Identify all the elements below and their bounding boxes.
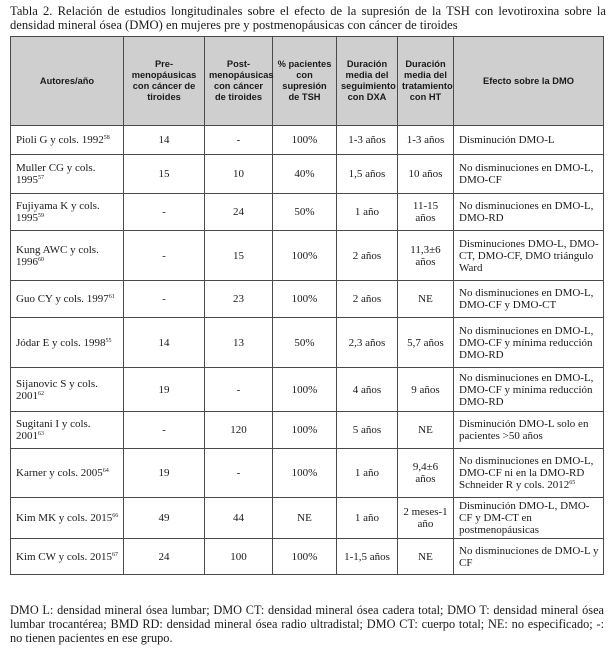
tsh-suppression-cell-text: NE (297, 512, 312, 524)
bmd-effect-cell (454, 281, 604, 318)
bmd-effect-cell (454, 498, 604, 539)
dxa-duration-cell (337, 126, 398, 155)
premenopausal-cell-text: 15 (158, 168, 170, 180)
bmd-effect-cell (454, 539, 604, 575)
bmd-effect-cell-text: No disminuciones en DMO-L, DMO-CF y mínima reducción DMO-RD (459, 324, 594, 361)
tsh-suppression-cell (273, 412, 337, 449)
header-ht-duration: Duración media del tratamiento con HT (398, 37, 454, 126)
author-cell (11, 318, 124, 368)
author-cell (11, 194, 124, 231)
ht-duration-cell-text: 1-3 años (406, 134, 445, 146)
reference-number: 57 (38, 175, 44, 181)
premenopausal-cell-text: - (162, 249, 166, 262)
ht-duration-cell (398, 539, 454, 575)
reference-number: 55 (105, 337, 112, 344)
table-row (11, 498, 604, 539)
dxa-duration-cell-text: 5 años (352, 424, 382, 436)
bmd-effect-cell-text: No disminuciones en DMO-L, DMO-CF y mínima reducción DMO-RD (459, 371, 594, 408)
dxa-duration-cell-text: 1 año (354, 206, 380, 218)
author-cell (11, 368, 124, 412)
ht-duration-cell-text: NE (418, 293, 433, 305)
premenopausal-cell (124, 155, 205, 194)
author-cell-text: Sugitani I y cols. 2001 (16, 418, 91, 442)
tsh-suppression-cell-text: 40% (294, 168, 315, 180)
bmd-effect-cell-text: No disminuciones de DMO-L y CF (459, 544, 599, 569)
bmd-effect-cell (454, 126, 604, 155)
dxa-duration-cell (337, 281, 398, 318)
tsh-suppression-cell-text: 100% (291, 249, 318, 262)
tsh-suppression-cell (273, 231, 337, 281)
tsh-suppression-cell-text: 100% (291, 467, 318, 479)
dxa-duration-cell (337, 194, 398, 231)
dxa-duration-cell (337, 449, 398, 498)
premenopausal-cell (124, 412, 205, 449)
tsh-suppression-cell (273, 126, 337, 155)
ht-duration-cell (398, 281, 454, 318)
ht-duration-cell (398, 231, 454, 281)
premenopausal-cell (124, 281, 205, 318)
ht-duration-cell-text: 11,3±6 años (410, 243, 441, 268)
ht-duration-cell (398, 126, 454, 155)
ht-duration-cell-text: 2 meses-1 año (403, 506, 448, 530)
postmenopausal-cell-text: - (236, 134, 241, 146)
postmenopausal-cell-text: 44 (233, 512, 244, 524)
premenopausal-cell-text: 49 (158, 512, 170, 524)
premenopausal-cell (124, 539, 205, 575)
tsh-suppression-cell-text: 50% (294, 206, 315, 218)
reference-number: 59 (38, 213, 44, 219)
ht-duration-cell (398, 412, 454, 449)
reference-number: 64 (102, 468, 109, 474)
header-row (11, 37, 604, 126)
author-cell (11, 449, 124, 498)
reference-number: 62 (38, 390, 44, 397)
author-cell-text: Sijanovic S y cols. 2001 (16, 377, 98, 402)
reference-number: 65 (569, 480, 576, 486)
table-row (11, 539, 604, 575)
postmenopausal-cell-text: 23 (233, 293, 244, 305)
bmd-effect-cell-text: Disminución DMO-L (459, 134, 555, 146)
bmd-effect-cell (454, 155, 604, 194)
postmenopausal-cell (205, 412, 273, 449)
bmd-effect-cell (454, 318, 604, 368)
author-cell (11, 281, 124, 318)
author-cell (11, 412, 124, 449)
dxa-duration-cell-text: 2,3 años (348, 336, 386, 349)
tsh-suppression-cell (273, 449, 337, 498)
dxa-duration-cell (337, 498, 398, 539)
ht-duration-cell-text: 9 años (411, 383, 440, 396)
tsh-suppression-cell (273, 539, 337, 575)
table-row (11, 281, 604, 318)
table-row (11, 412, 604, 449)
table-row (11, 231, 604, 281)
postmenopausal-cell-text: 13 (233, 336, 244, 349)
postmenopausal-cell (205, 281, 273, 318)
premenopausal-cell-text: 14 (158, 134, 170, 146)
bmd-effect-cell-text: No disminuciones en DMO-L, DMO-RD (459, 200, 594, 224)
ht-duration-cell (398, 498, 454, 539)
postmenopausal-cell (205, 231, 273, 281)
tsh-suppression-cell (273, 155, 337, 194)
dxa-duration-cell-text: 1-1,5 años (344, 550, 390, 563)
dxa-duration-cell-text: 1 año (354, 512, 380, 524)
bmd-effect-cell-text: No disminuciones en DMO-L, DMO-CF y DMO-CT (459, 287, 594, 311)
postmenopausal-cell (205, 539, 273, 575)
postmenopausal-cell (205, 155, 273, 194)
reference-number: 58 (103, 135, 110, 141)
dxa-duration-cell-text: 4 años (352, 383, 382, 396)
dxa-duration-cell-text: 1 año (354, 467, 380, 479)
ht-duration-cell (398, 155, 454, 194)
author-cell-text: Muller CG y cols. 1995 (16, 162, 96, 186)
header-authors: Autores/año (11, 37, 124, 126)
postmenopausal-cell (205, 194, 273, 231)
premenopausal-cell-text: 19 (158, 383, 170, 396)
premenopausal-cell (124, 318, 205, 368)
tsh-suppression-cell (273, 281, 337, 318)
postmenopausal-cell (205, 126, 273, 155)
bmd-effect-cell-text: Disminución DMO-L solo en pacientes >50 años (459, 418, 589, 442)
tsh-suppression-cell-text: 100% (291, 424, 318, 436)
postmenopausal-cell-text: 100 (230, 550, 247, 563)
header-tsh-suppression: % pacientes con supresión de TSH (273, 37, 337, 126)
author-cell (11, 498, 124, 539)
author-cell-text: Fujiyama K y cols. 1995 (16, 200, 100, 224)
premenopausal-cell-text: - (162, 424, 166, 436)
header-premenopausal: Pre-menopáusicas con cáncer de tiroides (124, 37, 205, 126)
ht-duration-cell-text: 11-15 años (412, 200, 439, 224)
author-cell-text: Jódar E y cols. 1998 (16, 336, 106, 349)
tsh-suppression-cell (273, 194, 337, 231)
dxa-duration-cell-text: 2 años (352, 293, 382, 305)
table-row (11, 155, 604, 194)
table-row (11, 194, 604, 231)
author-cell (11, 126, 124, 155)
bmd-effect-cell-text: Disminuciones DMO-L, DMO-CT, DMO-CF, DMO triángulo Ward (459, 237, 599, 274)
postmenopausal-cell (205, 318, 273, 368)
premenopausal-cell-text: 19 (158, 467, 170, 479)
postmenopausal-cell (205, 449, 273, 498)
premenopausal-cell (124, 449, 205, 498)
table-row (11, 126, 604, 155)
ht-duration-cell-text: NE (418, 424, 433, 436)
postmenopausal-cell (205, 498, 273, 539)
dxa-duration-cell (337, 368, 398, 412)
premenopausal-cell (124, 231, 205, 281)
premenopausal-cell-text: - (162, 206, 166, 218)
reference-number: 60 (38, 256, 44, 263)
premenopausal-cell-text: 24 (158, 550, 170, 563)
tsh-suppression-cell-text: 100% (291, 550, 318, 563)
dxa-duration-cell (337, 155, 398, 194)
bmd-effect-cell (454, 368, 604, 412)
studies-table (10, 36, 604, 575)
premenopausal-cell (124, 498, 205, 539)
bmd-effect-cell-text: Disminución DMO-L, DMO-CF y DM-CT en postmenopáusicas (459, 500, 590, 536)
tsh-suppression-cell (273, 318, 337, 368)
tsh-suppression-cell (273, 498, 337, 539)
author-cell-text: Kim CW y cols. 2015 (16, 550, 113, 563)
author-cell-text: Karner y cols. 2005 (16, 467, 103, 479)
table-row (11, 449, 604, 498)
bmd-effect-cell-text: No disminuciones en DMO-L, DMO-CF (459, 162, 594, 186)
dxa-duration-cell (337, 412, 398, 449)
postmenopausal-cell-text: - (236, 467, 241, 479)
bmd-effect-cell (454, 194, 604, 231)
table-footnote: DMO L: densidad mineral ósea lumbar; DMO CT: densidad mineral ósea cadera total; DMO T: densidad mineral ósea lumbar trocantérea; BMD RD: densidad mineral ósea radio ultradistal; DMO CT: cuerpo total; NE: no especificado; -: no tienen pacientes en ese grupo. (10, 603, 604, 645)
ht-duration-cell (398, 368, 454, 412)
author-cell-text: Pioli G y cols. 1992 (16, 134, 104, 146)
header-postmenopausal: Post-menopáusicas con cáncer de tiroides (205, 37, 273, 126)
header-bmd-effect: Efecto sobre la DMO (454, 37, 604, 126)
reference-number: 61 (108, 294, 115, 300)
dxa-duration-cell (337, 231, 398, 281)
reference-number: 66 (112, 513, 119, 519)
dxa-duration-cell (337, 539, 398, 575)
premenopausal-cell-text: 14 (158, 336, 170, 349)
postmenopausal-cell-text: 120 (230, 424, 247, 436)
bmd-effect-cell-text: No disminuciones en DMO-L, DMO-CF ni en la DMO-RD Schneider R y cols. 2012 (459, 455, 594, 491)
author-cell-text: Kim MK y cols. 2015 (16, 512, 113, 524)
author-cell (11, 231, 124, 281)
tsh-suppression-cell-text: 100% (291, 134, 318, 146)
author-cell (11, 539, 124, 575)
premenopausal-cell (124, 126, 205, 155)
author-cell (11, 155, 124, 194)
reference-number: 63 (38, 431, 44, 437)
postmenopausal-cell-text: - (236, 383, 241, 396)
ht-duration-cell (398, 318, 454, 368)
tsh-suppression-cell-text: 100% (291, 293, 318, 305)
table-row (11, 318, 604, 368)
author-cell-text: Kung AWC y cols. 1996 (16, 243, 99, 268)
tsh-suppression-cell-text: 50% (294, 336, 315, 349)
table-body (11, 126, 604, 575)
ht-duration-cell (398, 194, 454, 231)
premenopausal-cell (124, 194, 205, 231)
bmd-effect-cell (454, 449, 604, 498)
table-caption: Tabla 2. Relación de estudios longitudinales sobre el efecto de la supresión de la TSH con levotiroxina sobre la densidad mineral ósea (DMO) en mujeres pre y postmenopáusicas con cáncer de tiroides (10, 4, 606, 32)
tsh-suppression-cell (273, 368, 337, 412)
bmd-effect-cell (454, 231, 604, 281)
postmenopausal-cell (205, 368, 273, 412)
reference-number: 67 (112, 551, 119, 558)
bmd-effect-cell (454, 412, 604, 449)
premenopausal-cell (124, 368, 205, 412)
ht-duration-cell (398, 449, 454, 498)
dxa-duration-cell (337, 318, 398, 368)
dxa-duration-cell-text: 1,5 años (348, 168, 386, 180)
postmenopausal-cell-text: 10 (233, 168, 244, 180)
ht-duration-cell-text: 9,4±6 años (412, 461, 439, 485)
tsh-suppression-cell-text: 100% (291, 383, 318, 396)
header-dxa-duration: Duración media del seguimiento con DXA (337, 37, 398, 126)
ht-duration-cell-text: 10 años (408, 168, 443, 180)
postmenopausal-cell-text: 15 (233, 249, 244, 262)
ht-duration-cell-text: 5,7 años (407, 336, 444, 349)
premenopausal-cell-text: - (162, 293, 166, 305)
dxa-duration-cell-text: 2 años (352, 249, 382, 262)
dxa-duration-cell-text: 1-3 años (348, 134, 386, 146)
ht-duration-cell-text: NE (418, 550, 433, 563)
postmenopausal-cell-text: 24 (233, 206, 244, 218)
author-cell-text: Guo CY y cols. 1997 (16, 293, 109, 305)
table-row (11, 368, 604, 412)
